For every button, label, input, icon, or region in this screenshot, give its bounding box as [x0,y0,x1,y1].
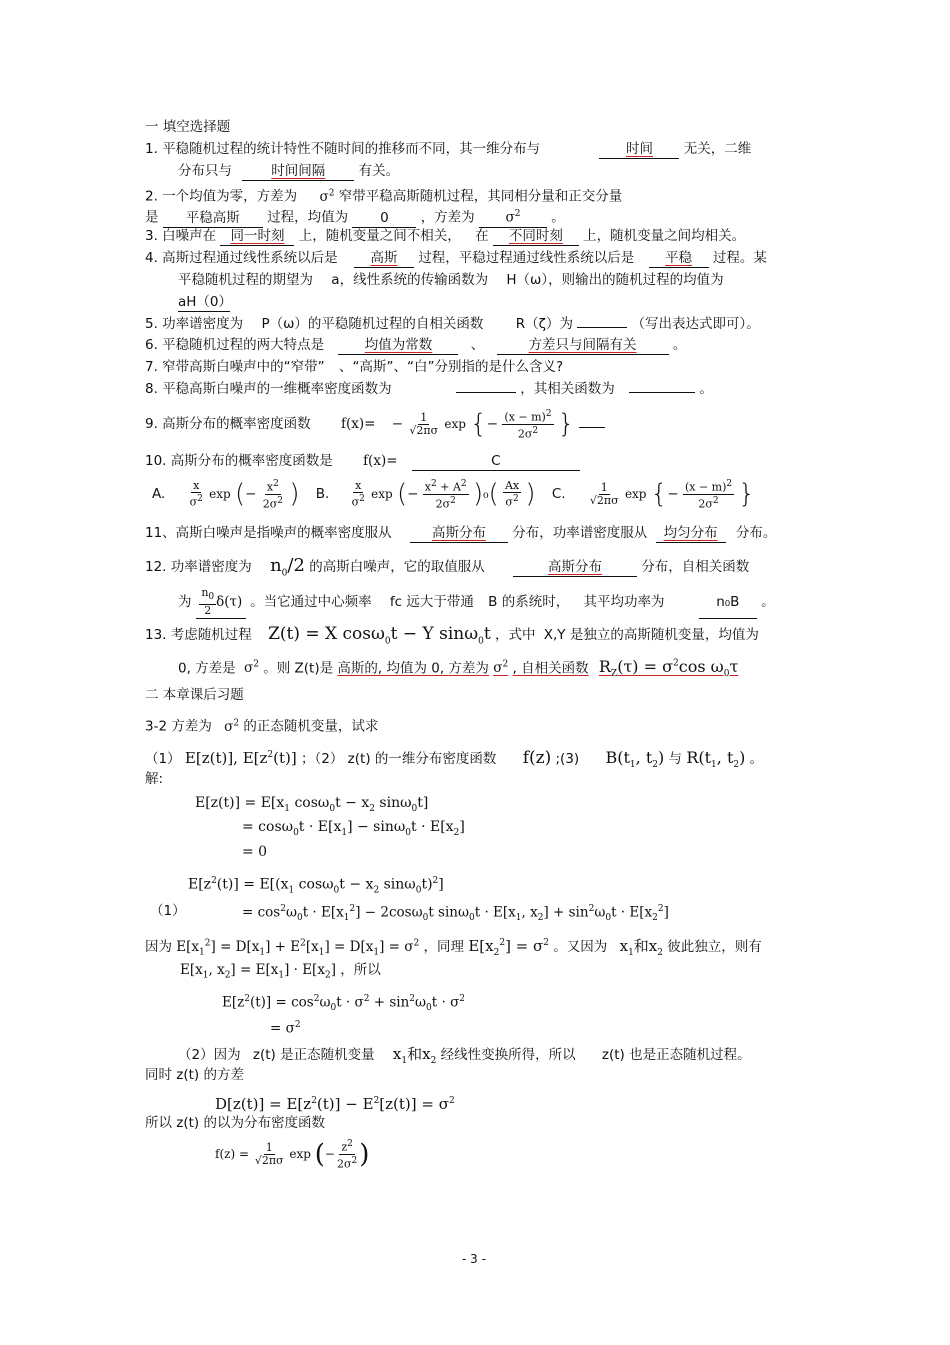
problem-3-2-title: 3-2 方差为 $\sigma^2$ 的正态随机变量，试求 [145,718,379,735]
equation: $E[z^2(t)] = E[(x_1$ $\cos\omega_0t - x_2$ sinω$_0$t)$^2$] [188,876,444,896]
equation: $E[z(t)] = E[x_1$ $\cos\omega_0t - x_2$ sinω$_0$t] [195,795,429,814]
explanation-line: $E[x_1$, $x_2] = E[x_1] \cdot E[x_2]$ ，所以 [180,962,381,981]
page-number: - 3 - [462,1252,486,1266]
question-6: 6. 平稳随机过程的两大特点是 均值为常数 、 方差只与间隔有关 。 [145,337,687,353]
answer-blank: 均值为常数 [338,336,458,355]
answer-blank: 时间间隔 [242,162,354,181]
equation: = $\sigma^2$ [270,1020,301,1037]
equation: = $\cos^2\omega_0t \cdot E[x_1^2] - 2\cos\omega_0t$ $\sin\omega_0t \cdot E[x_1$, $x_2] + \sin^2\omega_0t \cdot E[x_2^2]$ [242,904,669,924]
question-7: 7. 窄带高斯白噪声中的“窄带” 、“高斯”、“白”分别指的是什么含义? [145,359,564,375]
part-2-line-2: 同时 z(t) 的方差 [145,1067,244,1083]
question-5: 5. 功率谱密度为 P（ω）的平稳随机过程的自相关函数 R（ζ）为 （写出表达式即可）。 [145,316,760,332]
answer-blank: $\sigma^2$ [479,205,547,228]
equation: f(z) = $\frac{1}{√2\pi\sigma}$ exp (− $\frac{z^2}{2\sigma^2}$ ) [215,1139,370,1171]
question-4-line-3 [178,293,233,312]
equation: $E[z^2(t)] = \cos^2\omega_0t \cdot \sigma^2 + \sin^2\omega_0t \cdot \sigma^2$ [222,994,466,1014]
sigma-squared: $\sigma^2$ [319,188,335,205]
answer-blank: n₀B [699,586,757,619]
question-13-line-2: 0, 方差是 $\sigma^2$ 。则 Z(t)是 高斯的, 均值为 0, 方差为 $\sigma^2$ , 自相关函数 $R_Z(\tau) = \sigma^2\cos$ $\omega_0\tau$ [178,657,739,680]
answer-blank: C [412,452,580,471]
answer-blank: 不同时刻 [493,227,579,246]
question-8: 8. 平稳高斯白噪声的一维概率密度函数为 ，其相关函数为 。 [145,381,713,397]
question-2-line-1: 2. 一个均值为零，方差为 $\sigma^2$ 窄带平稳高斯随机过程，其同相分量和正交分量 [145,188,623,205]
equation: $D[z(t)] = E[z^2(t)] - E^2[z(t)] = \sigma^2$ [215,1095,455,1113]
part-2-line-1: （2）因为 z(t) 是正态随机变量 $x_1$和$x_2$ 经线性变换所得，所以 z(t) 也是正态随机过程。 [178,1045,751,1066]
answer-blank: 均匀分布 [656,524,726,543]
question-2-line-2: 是 平稳高斯 过程，均值为 0 ，方差为 $\sigma^2$ 。 [145,205,565,228]
equation: = $\cos\omega_0t \cdot E[x_1] - \sin\omega_0t \cdot E[x_2]$ [242,819,465,838]
answer-blank: 0 [352,209,416,228]
answer-blank: aH（0） [178,294,233,310]
section-title-1: 一 填空选择题 [145,119,231,135]
question-10: 10. 高斯分布的概率密度函数是 f(x)= C [145,452,580,471]
problem-3-2-parts: （1） E[z(t)], $E[z^2(t)]$ ；（2） z(t) 的一维分布密度函数 f(z) ;(3) $B(t_1$, $t_2$) 与 $R(t_1$, $t_2$) 。 [145,748,764,771]
answer-blank: 平稳高斯 [163,209,263,228]
question-3: 3. 白噪声在 同一时刻 上，随机变量之间不相关， 在 不同时刻 上，随机变量之间均相关。 [145,228,746,244]
answer-blank: 同一时刻 [220,227,294,246]
answer-blank: 平稳 [649,249,709,268]
section-title-2: 二 本章课后习题 [145,687,244,703]
equation: = 0 [242,844,268,860]
explanation-line: 因为 $E[x_1^2] = D[x_1] + E^2[x_1] = D[x_1] = \sigma^2$ ，同理 $E[x_2^2] = \sigma^2$ 。又因为 $x_1$和$x_2$ 彼此独立，则有 [145,937,762,958]
question-1-line-2: 分布只与 时间间隔 有关。 [178,163,400,179]
question-1-line-1: 1. 平稳随机过程的统计特性不随时间的推移而不同，其一维分布与 时间 无关，二维 [145,141,752,157]
question-11: 11、高斯白噪声是指噪声的概率密度服从 高斯分布 分布，功率谱密度服从 均匀分布 分布。 [145,525,777,541]
answer-blank: 方差只与间隔有关 [497,336,669,355]
answer-blank: 时间 [599,140,679,159]
answer-blank: 高斯分布 [513,558,637,577]
question-13-line-1: 13. 考虑随机过程 Z(t) = X cosω$_0$t − Y sinω$_0$t ，式中 X,Y 是独立的高斯随机变量，均值为 [145,624,759,647]
question-12-line-1: 12. 功率谱密度为 $n_0/2$ 的高斯白噪声，它的取值服从 高斯分布 分布，自相关函数 [145,555,750,579]
question-12-line-2: 为 $\frac{n_0}{2}$ δ(τ) 。当它通过中心频率 fc 远大于带通 B 的系统时， 其平均功率为 n₀B 。 [178,586,775,619]
answer-blank: 高斯分布 [410,524,508,543]
question-10-options: A. $\frac{x}{\sigma^2}$ exp (− $\frac{x^2}{2\sigma^2}$ ) B. $\frac{x}{\sigma^2}$ exp (− $\frac{x^2 + A^2}{2\sigma^2}$ )₀( $\frac{Ax}{\sigma^2}$ ) C. $\frac{1}{√2\pi\sigma}$ exp {− $\frac{(x - m)^2}{2\sigma^2}$ } [152,478,755,511]
question-9: 9. 高斯分布的概率密度函数 f(x)= − $\frac{1}{√2\pi\sigma}$ exp {− $\frac{(x - m)^2}{2\sigma^2}$ } [145,406,605,442]
solution-label: 解: [145,771,164,787]
question-4-line-2: 平稳随机过程的期望为 a，线性系统的传输函数为 H（ω），则输出的随机过程的均值为 [178,272,724,288]
part-2-line-3: 所以 z(t) 的以为分布密度函数 [145,1115,325,1131]
question-4-line-1: 4. 高斯过程通过线性系统以后是 高斯 过程，平稳过程通过线性系统以后是 平稳 过程。某 [145,250,767,266]
part-1-label: （1） [150,903,186,919]
answer-blank: 高斯 [354,249,414,268]
